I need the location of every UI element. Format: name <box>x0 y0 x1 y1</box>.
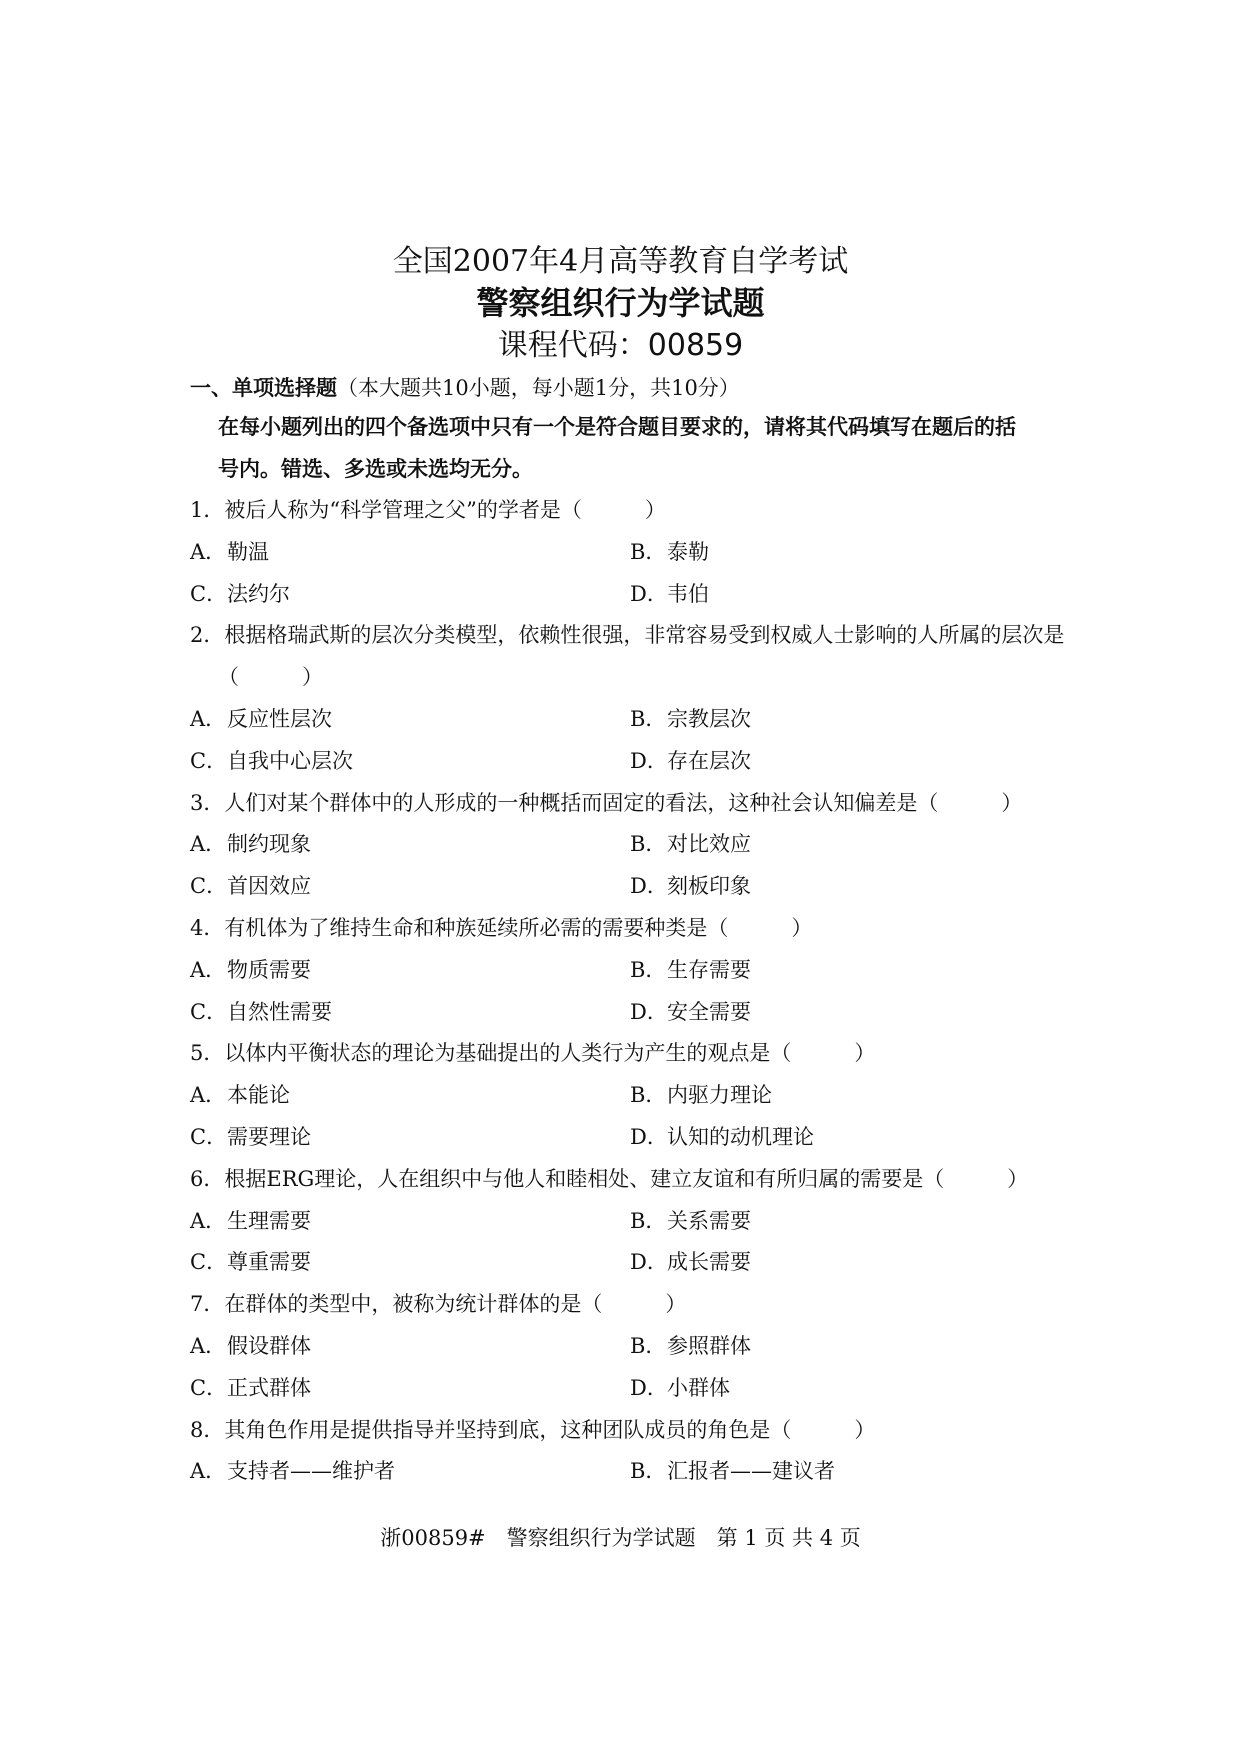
option-text: 自我中心层次 <box>227 748 353 773</box>
option-row <box>190 532 1070 574</box>
question-stem: 4．有机体为了维持生命和种族延续所必需的需要种类是（ ） <box>190 915 813 940</box>
option-text: 正式群体 <box>227 1375 311 1400</box>
option-letter: C． <box>190 1250 228 1275</box>
option-letter: D． <box>630 1375 668 1400</box>
option-a <box>190 1075 630 1117</box>
option-row <box>190 1451 1070 1493</box>
option-text: 宗教层次 <box>667 706 751 731</box>
option-c <box>190 1117 630 1159</box>
option-letter: B． <box>630 539 667 564</box>
option-row <box>190 741 1070 783</box>
section-heading <box>190 372 740 402</box>
option-text: 安全需要 <box>667 999 751 1024</box>
option-text: 自然性需要 <box>227 999 332 1024</box>
option-c <box>190 1368 630 1410</box>
option-letter: C． <box>190 581 228 606</box>
option-b <box>630 1201 1070 1243</box>
option-text: 泰勒 <box>667 539 709 564</box>
instruction-line-1: 在每小题列出的四个备选项中只有一个是符合题目要求的，请将其代码填写在题后的括 <box>218 415 1016 439</box>
option-text: 成长需要 <box>667 1250 751 1275</box>
option-text: 刻板印象 <box>667 874 751 899</box>
question-stem: 5．以体内平衡状态的理论为基础提出的人类行为产生的观点是（ ） <box>190 1041 876 1066</box>
option-letter: D． <box>630 581 668 606</box>
option-letter: A． <box>190 1459 227 1484</box>
option-letter: A． <box>190 1083 227 1108</box>
option-a <box>190 1201 630 1243</box>
question-stem: 2．根据格瑞武斯的层次分类模型，依赖性很强，非常容易受到权威人士影响的人所属的层次是（ ） <box>190 623 1065 690</box>
option-b <box>630 824 1070 866</box>
option-c <box>190 1242 630 1284</box>
option-row <box>190 992 1070 1034</box>
option-text: 需要理论 <box>227 1124 311 1149</box>
option-a <box>190 950 630 992</box>
option-letter: B． <box>630 1333 667 1358</box>
option-text: 物质需要 <box>227 957 311 982</box>
question-stem: 1．被后人称为“科学管理之父”的学者是（ ） <box>190 498 666 522</box>
option-text: 尊重需要 <box>227 1250 311 1275</box>
option-row <box>190 1201 1070 1243</box>
option-text: 生存需要 <box>667 957 751 982</box>
option-a <box>190 1326 630 1368</box>
option-a <box>190 824 630 866</box>
question-list <box>190 490 1070 1493</box>
option-letter: D． <box>630 1124 668 1149</box>
option-text: 关系需要 <box>667 1208 751 1233</box>
option-b <box>630 699 1070 741</box>
option-d <box>630 866 1070 908</box>
option-b <box>630 1451 1070 1493</box>
option-text: 首因效应 <box>227 874 311 899</box>
option-text: 参照群体 <box>667 1333 751 1358</box>
option-text: 假设群体 <box>227 1333 311 1358</box>
option-text: 支持者——维护者 <box>227 1459 395 1484</box>
page-footer: 浙00859# 警察组织行为学试题 第 1 页 共 4 页 <box>380 1526 861 1550</box>
option-row <box>190 866 1070 908</box>
option-letter: B． <box>630 957 667 982</box>
option-letter: D． <box>630 748 668 773</box>
option-d <box>630 992 1070 1034</box>
option-text: 内驱力理论 <box>667 1083 772 1108</box>
option-a <box>190 699 630 741</box>
option-b <box>630 532 1070 574</box>
option-a <box>190 532 630 574</box>
option-d <box>630 574 1070 616</box>
option-letter: C． <box>190 874 228 899</box>
option-d <box>630 1117 1070 1159</box>
section-instruction <box>190 406 1060 490</box>
exam-title: 全国2007年4月高等教育自学考试 <box>392 244 849 279</box>
option-letter: D． <box>630 874 668 899</box>
question-stem: 3．人们对某个群体中的人形成的一种概括而固定的看法，这种社会认知偏差是（ ） <box>190 790 1023 815</box>
option-letter: C． <box>190 748 228 773</box>
option-b <box>630 1075 1070 1117</box>
question-stem: 8．其角色作用是提供指导并坚持到底，这种团队成员的角色是（ ） <box>190 1417 876 1442</box>
option-row <box>190 699 1070 741</box>
option-letter: B． <box>630 706 667 731</box>
option-c <box>190 741 630 783</box>
option-letter: D． <box>630 999 668 1024</box>
option-text: 汇报者——建议者 <box>667 1459 835 1484</box>
question-stem: 7．在群体的类型中，被称为统计群体的是（ ） <box>190 1292 687 1317</box>
option-text: 法约尔 <box>227 581 290 606</box>
question-stem: 6．根据ERG理论，人在组织中与他人和睦相处、建立友谊和有所归属的需要是（ ） <box>190 1166 1029 1191</box>
option-row <box>190 1117 1070 1159</box>
section-title: 一、单项选择题 <box>190 376 337 400</box>
option-row <box>190 950 1070 992</box>
option-text: 反应性层次 <box>227 706 332 731</box>
option-letter: C． <box>190 999 228 1024</box>
option-c <box>190 992 630 1034</box>
option-a <box>190 1451 630 1493</box>
option-text: 生理需要 <box>227 1208 311 1233</box>
option-letter: A． <box>190 1208 227 1233</box>
option-row <box>190 1075 1070 1117</box>
option-letter: A． <box>190 957 227 982</box>
instruction-line-2: 号内。错选、多选或未选均无分。 <box>218 457 533 481</box>
option-row <box>190 1326 1070 1368</box>
option-text: 对比效应 <box>667 832 751 857</box>
option-text: 认知的动机理论 <box>667 1124 814 1149</box>
option-d <box>630 741 1070 783</box>
option-letter: C． <box>190 1124 228 1149</box>
option-row <box>190 824 1070 866</box>
option-c <box>190 574 630 616</box>
section-note: （本大题共10小题，每小题1分，共10分） <box>337 376 740 400</box>
option-c <box>190 866 630 908</box>
option-letter: D． <box>630 1250 668 1275</box>
option-letter: B． <box>630 1459 667 1484</box>
option-row <box>190 1368 1070 1410</box>
option-d <box>630 1242 1070 1284</box>
option-text: 勒温 <box>227 539 269 564</box>
option-text: 小群体 <box>667 1375 730 1400</box>
option-letter: A． <box>190 706 227 731</box>
option-letter: A． <box>190 1333 227 1358</box>
option-row <box>190 1242 1070 1284</box>
option-letter: B． <box>630 832 667 857</box>
option-letter: B． <box>630 1208 667 1233</box>
option-row <box>190 574 1070 616</box>
option-letter: A． <box>190 832 227 857</box>
option-b <box>630 950 1070 992</box>
option-d <box>630 1368 1070 1410</box>
option-letter: A． <box>190 539 227 564</box>
option-text: 制约现象 <box>227 832 311 857</box>
option-text: 存在层次 <box>667 748 751 773</box>
option-letter: C． <box>190 1375 228 1400</box>
subject-title: 警察组织行为学试题 <box>476 284 765 322</box>
course-code: 课程代码：00859 <box>497 328 744 363</box>
option-letter: B． <box>630 1083 667 1108</box>
option-text: 本能论 <box>227 1083 290 1108</box>
option-text: 韦伯 <box>667 581 709 606</box>
option-b <box>630 1326 1070 1368</box>
